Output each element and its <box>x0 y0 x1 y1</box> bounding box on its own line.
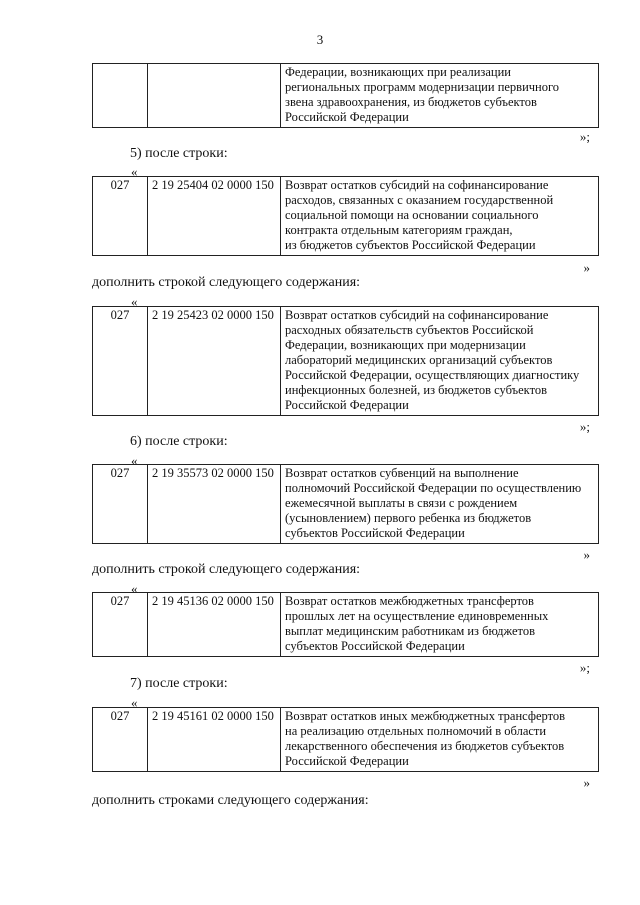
description-line: из бюджетов субъектов Российской Федерации <box>285 238 536 252</box>
table-cell-description <box>281 593 599 657</box>
table-cell-kbk: 2 19 35573 02 0000 150 <box>148 465 281 544</box>
closing-quote: »; <box>579 129 590 144</box>
budget-table-row <box>92 707 599 772</box>
description-line: на реализацию отдельных полномочий в области <box>285 724 547 738</box>
opening-quote: « <box>131 453 138 468</box>
table-cell-kbk <box>148 64 281 128</box>
description-line: Федерации, возникающих при реализации <box>285 65 511 79</box>
description-line: лабораторий медицинских организаций субъектов <box>285 353 553 367</box>
budget-table-row-new <box>92 592 599 657</box>
description-line: Федерации, возникающих при модернизации <box>285 338 526 352</box>
description-line: субъектов Российской Федерации <box>285 639 465 653</box>
description-line: лекарственного обеспечения из бюджетов субъектов <box>285 739 565 753</box>
table-cell-kbk: 2 19 45161 02 0000 150 <box>148 708 281 772</box>
table-cell-code: 027 <box>93 708 148 772</box>
table-cell-description <box>281 708 599 772</box>
opening-quote: « <box>131 581 138 596</box>
description-line: региональных программ модернизации первичного <box>285 80 560 94</box>
opening-quote: « <box>131 294 138 309</box>
description-line: Возврат остатков межбюджетных трансфертов <box>285 594 534 608</box>
description-line: Возврат остатков иных межбюджетных трансфертов <box>285 709 566 723</box>
paragraph-add-row: дополнить строкой следующего содержания: <box>92 562 361 577</box>
opening-quote: « <box>131 164 138 179</box>
table-cell-kbk: 2 19 25423 02 0000 150 <box>148 307 281 416</box>
closing-quote: » <box>583 775 590 790</box>
closing-quote: » <box>583 547 590 562</box>
table-cell-description <box>281 64 599 128</box>
description-line: Российской Федерации <box>285 754 409 768</box>
budget-table-row <box>92 176 599 256</box>
budget-table-row <box>92 464 599 544</box>
paragraph-add-row: дополнить строкой следующего содержания: <box>92 275 361 290</box>
description-line: Возврат остатков субвенций на выполнение <box>285 466 519 480</box>
table-cell-description <box>281 177 599 256</box>
description-line: Российской Федерации <box>285 110 409 124</box>
paragraph-add-rows: дополнить строками следующего содержания: <box>92 793 369 808</box>
description-line: расходов, связанных с оказанием государственной <box>285 193 554 207</box>
description-line: Возврат остатков субсидий на софинансирование <box>285 178 549 192</box>
table-cell-kbk: 2 19 45136 02 0000 150 <box>148 593 281 657</box>
description-line: Российской Федерации, осуществляющих диагностику <box>285 368 580 382</box>
description-line: расходных обязательств субъектов Российской <box>285 323 534 337</box>
budget-table-row-new <box>92 306 599 416</box>
description-line: Российской Федерации <box>285 398 409 412</box>
table-cell-code: 027 <box>93 177 148 256</box>
paragraph-item-7: 7) после строки: <box>130 676 228 691</box>
description-line: Возврат остатков субсидий на софинансирование <box>285 308 549 322</box>
description-line: контракта отдельным категориям граждан, <box>285 223 513 237</box>
table-cell-description <box>281 307 599 416</box>
table-cell-code: 027 <box>93 307 148 416</box>
opening-quote: « <box>131 695 138 710</box>
description-line: субъектов Российской Федерации <box>285 526 465 540</box>
table-cell-code: 027 <box>93 465 148 544</box>
paragraph-item-5: 5) после строки: <box>130 146 228 161</box>
description-line: звена здравоохранения, из бюджетов субъектов <box>285 95 537 109</box>
description-line: выплат медицинским работникам из бюджетов <box>285 624 535 638</box>
table-cell-kbk: 2 19 25404 02 0000 150 <box>148 177 281 256</box>
description-line: инфекционных болезней, из бюджетов субъектов <box>285 383 548 397</box>
table-cell-description <box>281 465 599 544</box>
closing-quote: »; <box>579 660 590 675</box>
description-line: (усыновлением) первого ребенка из бюджетов <box>285 511 532 525</box>
description-line: ежемесячной выплаты в связи с рождением <box>285 496 518 510</box>
closing-quote: » <box>583 260 590 275</box>
description-line: прошлых лет на осуществление единовременных <box>285 609 549 623</box>
paragraph-item-6: 6) после строки: <box>130 434 228 449</box>
description-line: полномочий Российской Федерации по осуществлению <box>285 481 582 495</box>
table-cell-code <box>93 64 148 128</box>
budget-table-row-continued <box>92 63 599 128</box>
closing-quote: »; <box>579 419 590 434</box>
table-cell-code: 027 <box>93 593 148 657</box>
description-line: социальной помощи на основании социального <box>285 208 539 222</box>
page-number: 3 <box>316 32 324 47</box>
